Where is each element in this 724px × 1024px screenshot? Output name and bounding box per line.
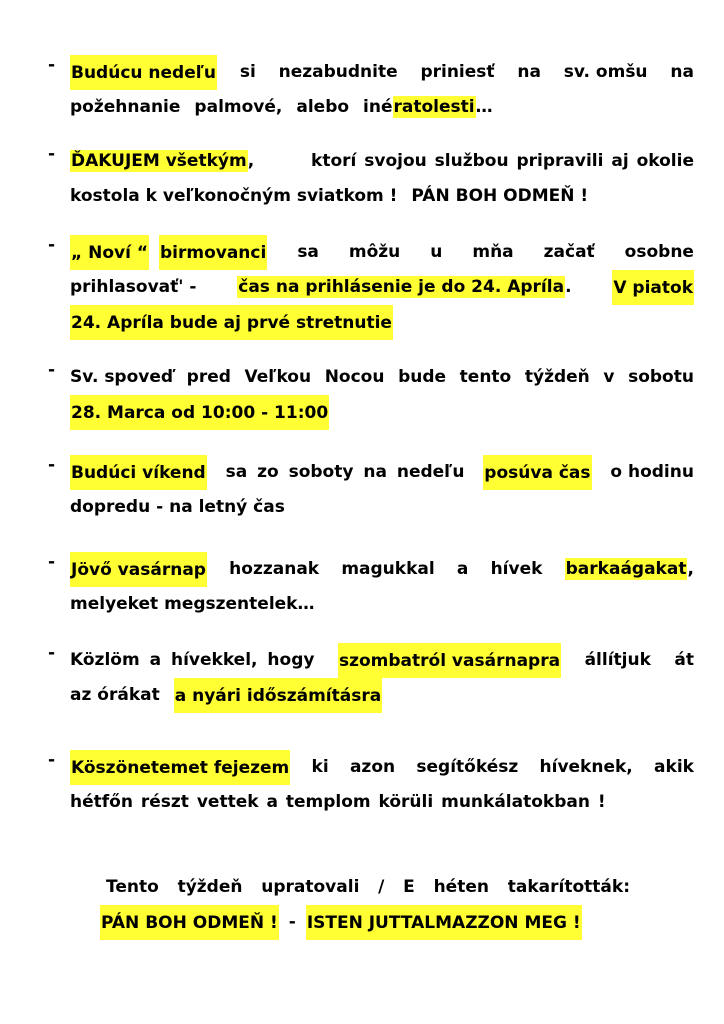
text: u bbox=[430, 242, 443, 262]
text: o hodinu bbox=[610, 462, 694, 482]
announcement-confession bbox=[48, 360, 694, 430]
text: palmové, bbox=[194, 97, 283, 117]
highlight: a nyári időszámításra bbox=[174, 678, 382, 713]
bullet-dash: - bbox=[48, 552, 56, 572]
text: PÁN BOH ODMEŇ ! bbox=[411, 186, 589, 206]
announcement-confirmation bbox=[48, 235, 694, 340]
text: állítjuk bbox=[584, 650, 651, 670]
text: sobotu bbox=[628, 367, 694, 387]
text: át bbox=[674, 650, 694, 670]
announcement-time-change-sk bbox=[48, 455, 694, 525]
bullet-dash: - bbox=[48, 144, 56, 164]
line bbox=[70, 643, 694, 678]
announcement-thanks bbox=[48, 144, 694, 214]
text: hétfőn részt vettek a templom körüli munkálatokban ! bbox=[70, 792, 606, 812]
highlight: 24. Apríla bude aj prvé stretnutie bbox=[70, 305, 393, 340]
text: si bbox=[239, 62, 256, 82]
text: nezabudnite bbox=[278, 62, 398, 82]
line bbox=[70, 587, 694, 622]
announcement-thanks-hu bbox=[48, 750, 694, 820]
line bbox=[70, 235, 694, 270]
line bbox=[70, 750, 694, 785]
line bbox=[106, 870, 630, 905]
text: dopredu - na letný čas bbox=[70, 497, 285, 517]
text: týždeň bbox=[524, 367, 590, 387]
text: môžu bbox=[348, 242, 401, 262]
highlight: ĎAKUJEM všetkým bbox=[71, 151, 247, 171]
text: hívek bbox=[490, 559, 543, 579]
text: upratovali bbox=[261, 877, 360, 897]
text: sv. omšu bbox=[563, 62, 648, 82]
text: híveknek, bbox=[539, 757, 633, 777]
text: ktorí svojou službou pripravili aj okolie bbox=[311, 151, 694, 171]
highlight: posúva čas bbox=[483, 455, 591, 490]
text: začať bbox=[543, 242, 595, 262]
bullet-dash: - bbox=[48, 455, 56, 475]
text: takarították: bbox=[507, 877, 630, 897]
text: - bbox=[288, 912, 296, 932]
text: sa bbox=[297, 242, 319, 262]
text: iné bbox=[363, 97, 393, 117]
line bbox=[70, 144, 694, 179]
text: mňa bbox=[472, 242, 514, 262]
line bbox=[70, 270, 694, 305]
highlight: „ Noví “ bbox=[70, 235, 149, 270]
bullet-dash: - bbox=[48, 235, 56, 255]
text: tento bbox=[459, 367, 512, 387]
text: prihlasovať' - bbox=[70, 277, 197, 297]
highlight: PÁN BOH ODMEŇ ! bbox=[100, 905, 279, 940]
text: a bbox=[456, 559, 469, 579]
text: sa zo soboty na nedeľu bbox=[225, 462, 465, 482]
line bbox=[70, 552, 694, 587]
bullet-dash: - bbox=[48, 360, 56, 380]
text: . bbox=[565, 277, 572, 297]
line bbox=[70, 179, 694, 214]
text: na bbox=[670, 62, 694, 82]
highlight: birmovanci bbox=[159, 235, 267, 270]
highlight: 28. Marca od 10:00 - 11:00 bbox=[70, 395, 329, 430]
text: Veľkou bbox=[244, 367, 312, 387]
line bbox=[70, 490, 694, 525]
text: priniesť bbox=[420, 62, 495, 82]
text: , bbox=[247, 151, 255, 171]
highlight: V piatok bbox=[612, 270, 694, 305]
text: požehnanie bbox=[70, 97, 181, 117]
closing-cleaning-note bbox=[100, 870, 630, 940]
text: azon bbox=[349, 757, 396, 777]
text: ki bbox=[311, 757, 329, 777]
line bbox=[70, 678, 694, 713]
text: bude bbox=[398, 367, 447, 387]
text: na bbox=[517, 62, 541, 82]
text: kostola k veľkonočným sviatkom ! bbox=[70, 186, 398, 206]
announcement-time-change-hu bbox=[48, 643, 694, 713]
text: v bbox=[603, 367, 615, 387]
text: hozzanak bbox=[229, 559, 320, 579]
bullet-dash: - bbox=[48, 750, 56, 770]
highlight: Köszönetemet fejezem bbox=[70, 750, 290, 785]
bullet-dash: - bbox=[48, 643, 56, 663]
highlight: čas na prihlásenie je do 24. Apríla bbox=[238, 277, 565, 297]
text: osobne bbox=[624, 242, 694, 262]
text: Tento bbox=[106, 877, 159, 897]
line bbox=[70, 785, 694, 820]
text: , bbox=[687, 559, 694, 579]
announcement-palm-sunday bbox=[48, 55, 694, 125]
text: segítőkész bbox=[416, 757, 519, 777]
text: E bbox=[403, 877, 415, 897]
announcement-palm-hu bbox=[48, 552, 694, 622]
highlight: Jövő vasárnap bbox=[70, 552, 207, 587]
line bbox=[70, 395, 694, 430]
text: melyeket megszentelek… bbox=[70, 594, 315, 614]
highlight: Budúcu nedeľu bbox=[70, 55, 217, 90]
line bbox=[70, 305, 694, 340]
highlight: ISTEN JUTTALMAZZON MEG ! bbox=[306, 905, 582, 940]
highlight: barkaágakat bbox=[565, 559, 687, 579]
text: az órákat bbox=[70, 685, 160, 705]
text: akik bbox=[654, 757, 694, 777]
highlight: szombatról vasárnapra bbox=[338, 643, 561, 678]
text: týždeň bbox=[177, 877, 243, 897]
line bbox=[70, 360, 694, 395]
line bbox=[70, 55, 694, 90]
text: Sv. spoveď bbox=[70, 367, 174, 387]
text: Nocou bbox=[324, 367, 385, 387]
bullet-dash: - bbox=[48, 55, 56, 75]
text: pred bbox=[186, 367, 231, 387]
text: / bbox=[378, 877, 385, 897]
text: … bbox=[475, 97, 493, 117]
line bbox=[100, 905, 630, 940]
highlight: Budúci víkend bbox=[70, 455, 207, 490]
text: alebo bbox=[296, 97, 350, 117]
text: héten bbox=[433, 877, 489, 897]
text: magukkal bbox=[341, 559, 435, 579]
line bbox=[70, 455, 694, 490]
highlight: ratolesti bbox=[393, 97, 475, 117]
line bbox=[70, 90, 694, 125]
text: Közlöm a hívekkel, hogy bbox=[70, 650, 315, 670]
